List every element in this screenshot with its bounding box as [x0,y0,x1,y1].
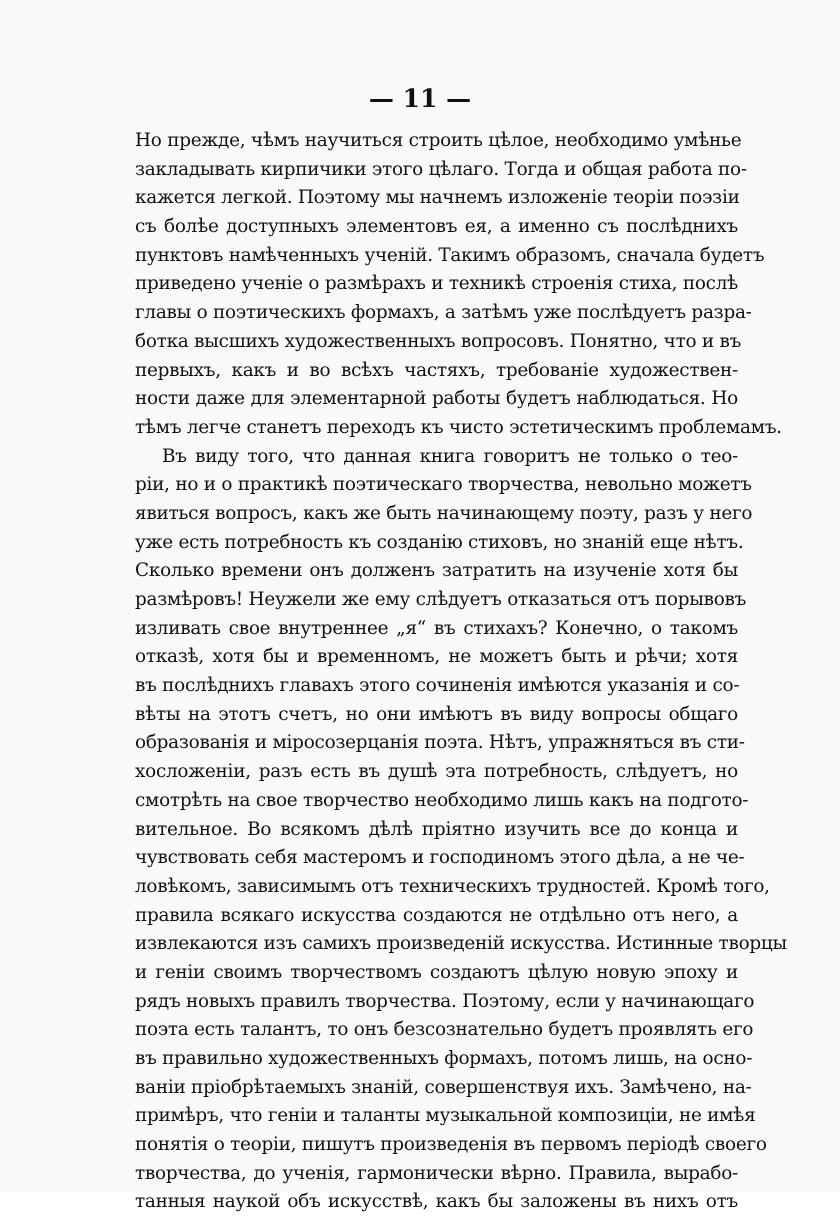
text-line: первыхъ, какъ и во всѣхъ частяхъ, требованiе художествен- [135,359,738,381]
text-line: тѣмъ легче станетъ переходъ къ чисто эстетическимъ проблемамъ. [135,416,782,438]
text-line: главы о поэтическихъ формахъ, а затѣмъ уже послѣдуетъ разра- [135,302,752,324]
text-line: закладывать кирпичики этого цѣлаго. Тогда и общая работа по- [135,158,747,180]
text-line: ванiи прiобрѣтаемыхъ знанiй, совершенствуя ихъ. Замѣчено, на- [135,1076,752,1098]
text-line: явиться вопросъ, какъ же быть начинающему поэту, разъ у него [135,502,753,524]
text-line: Сколько времени онъ долженъ затратить на изученiе хотя бы [135,560,738,582]
text-line: поэта есть талантъ, то онъ безсознательно будетъ проявлять его [135,1019,754,1041]
text-line: въ правильно художественныхъ формахъ, потомъ лишь, на осно- [135,1048,753,1069]
text-line: уже есть потребность къ созданiю стиховъ, но знанiй еще нѣтъ. [135,531,744,553]
text-line: ности даже для элементарной работы будетъ наблюдаться. Но [135,388,738,410]
text-line: отказѣ, хотя бы и временномъ, не можетъ быть и рѣчи; хотя [135,646,738,668]
text-line: понятiя о теорiи, пишутъ произведенiя въ первомъ перiодѣ своего [135,1134,767,1156]
text-line: извлекаются изъ самихъ произведенiй искусства. Истинные творцы [135,933,787,955]
paragraph-1 [135,127,782,443]
text-line: вительное. Во всякомъ дѣлѣ прiятно изучить все до конца и [135,818,738,840]
text-line: смотрѣть на свое творчество необходимо лишь какъ на подгото- [135,789,749,811]
text-line: въ послѣднихъ главахъ этого сочиненiя имѣются указанiя и со- [135,675,740,697]
text-line: рiи, но и о практикѣ поэтическаго творчества, невольно можетъ [135,474,752,496]
text-line: приведено ученiе о размѣрахъ и техникѣ строенiя стиха, послѣ [135,273,738,295]
text-line: творчества, до ученiя, гармонически вѣрно. Правила, вырабо- [135,1162,738,1184]
text-line: съ болѣе доступныхъ элементовъ ея, а именно съ послѣднихъ [135,216,738,238]
text-line: вѣты на этотъ счетъ, но они имѣютъ въ виду вопросы общаго [135,703,738,725]
body-text [135,127,787,1217]
text-line: правила всякаго искусства создаются не отдѣльно отъ него, а [135,904,738,926]
text-line: кажется легкой. Поэтому мы начнемъ изложенiе теорiи поэзiи [135,187,740,209]
text-line: ботка высшихъ художественныхъ вопросовъ. Понятно, что и въ [135,330,742,352]
text-line: чувствовать себя мастеромъ и господиномъ этого дѣла, а не че- [135,847,745,869]
text-line: хосложенiи, разъ есть въ душѣ эта потребность, слѣдуетъ, но [135,761,738,783]
text-line: и генiи своимъ творчествомъ создаютъ цѣлую новую эпоху и [135,961,738,983]
text-line: танныя наукой объ искусствѣ, какъ бы заложены въ нихъ отъ [135,1191,738,1213]
paragraph-2 [135,443,787,1217]
text-line: размѣровъ! Неужели же ему слѣдуетъ отказаться отъ порывовъ [135,589,747,610]
text-line: Но прежде, чѣмъ научиться строить цѣлое, необходимо умѣнье [135,130,742,151]
text-line: изливать свое внутреннее „я“ въ стихахъ? Конечно, о такомъ [135,617,738,639]
text-line: рядъ новыхъ правилъ творчества. Поэтому, если у начинающаго [135,990,755,1012]
text-line: пунктовъ намѣченныхъ ученiй. Такимъ образомъ, сначала будетъ [135,244,765,266]
text-line: ловѣкомъ, зависимымъ отъ техническихъ трудностей. Кромѣ того, [135,875,770,897]
text-line: Въ виду того, что данная книга говоритъ не только о тео- [162,445,738,467]
text-line: примѣръ, что генiи и таланты музыкальной композицiи, не имѣя [135,1105,756,1127]
page-number: — 11 — [368,84,472,113]
text-line: образованiя и мiросозерцанiя поэта. Нѣтъ, упражняться въ сти- [135,732,745,754]
